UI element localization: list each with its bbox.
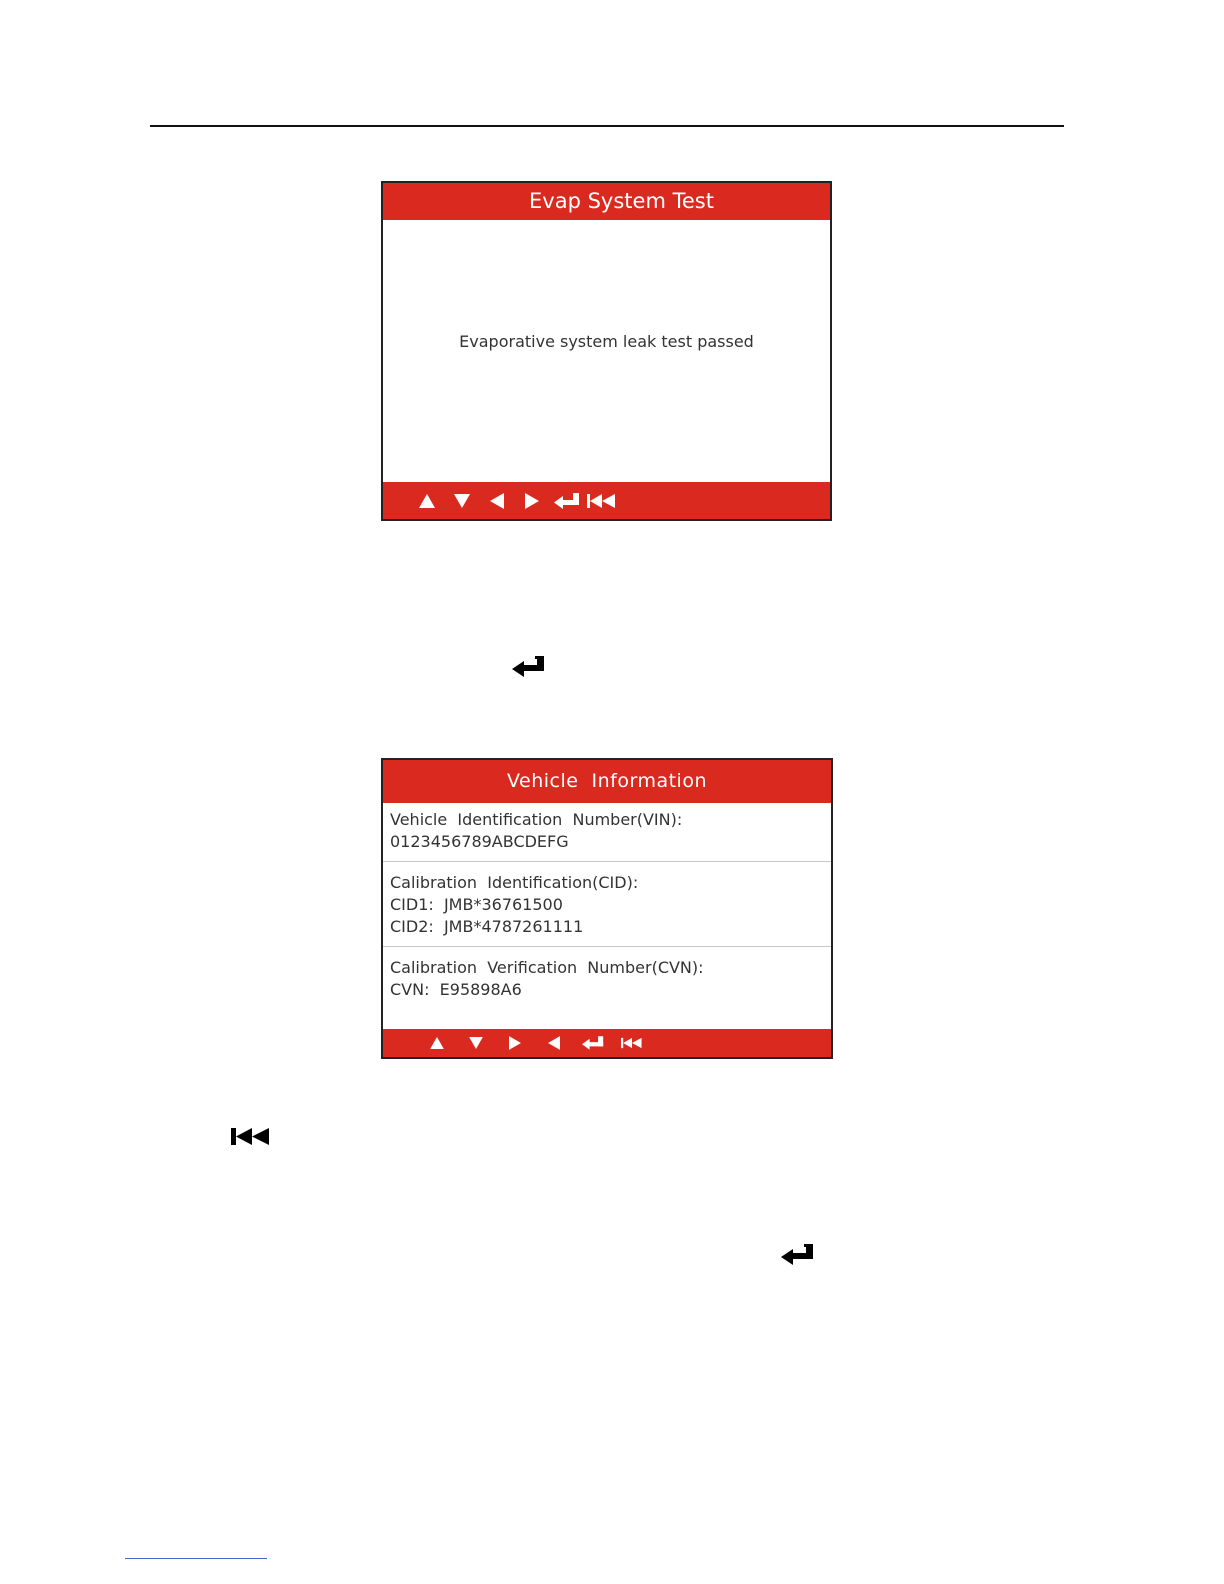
up-arrow-icon[interactable] (409, 482, 444, 519)
cid-label: Calibration Identification(CID): (390, 873, 639, 892)
up-arrow-icon[interactable] (417, 1029, 456, 1057)
down-arrow-icon[interactable] (444, 482, 479, 519)
vin-section (383, 803, 831, 862)
cid-section (383, 862, 831, 947)
screen-title: Vehicle Information (383, 760, 831, 803)
enter-icon[interactable] (573, 1029, 612, 1057)
screen-body (383, 220, 830, 482)
vin-label: Vehicle Identification Number(VIN): (390, 810, 683, 829)
cid2-value: CID2: JMB*4787261111 (390, 917, 584, 936)
left-arrow-icon[interactable] (479, 482, 514, 519)
cid1-value: CID1: JMB*36761500 (390, 895, 563, 914)
left-arrow-icon[interactable] (534, 1029, 573, 1057)
screen-toolbar (383, 482, 830, 519)
cvn-section (383, 947, 831, 1009)
back-icon[interactable] (612, 1029, 651, 1057)
test-result-message: Evaporative system leak test passed (459, 331, 754, 351)
screen-toolbar (383, 1029, 831, 1057)
footer-link-underline (125, 1558, 267, 1559)
back-icon (231, 1128, 270, 1150)
down-arrow-icon[interactable] (456, 1029, 495, 1057)
vehicle-info-screen (381, 758, 833, 1059)
header-rule (150, 125, 1064, 127)
back-icon[interactable] (584, 482, 619, 519)
vin-value: 0123456789ABCDEFG (390, 832, 569, 851)
cvn-label: Calibration Verification Number(CVN): (390, 958, 704, 977)
enter-icon (512, 656, 545, 683)
enter-icon (781, 1244, 814, 1271)
evap-test-screen (381, 181, 832, 521)
screen-title: Evap System Test (383, 183, 830, 220)
enter-icon[interactable] (549, 482, 584, 519)
screen-body (383, 803, 831, 1029)
right-arrow-icon[interactable] (495, 1029, 534, 1057)
cvn-value: CVN: E95898A6 (390, 980, 522, 999)
right-arrow-icon[interactable] (514, 482, 549, 519)
